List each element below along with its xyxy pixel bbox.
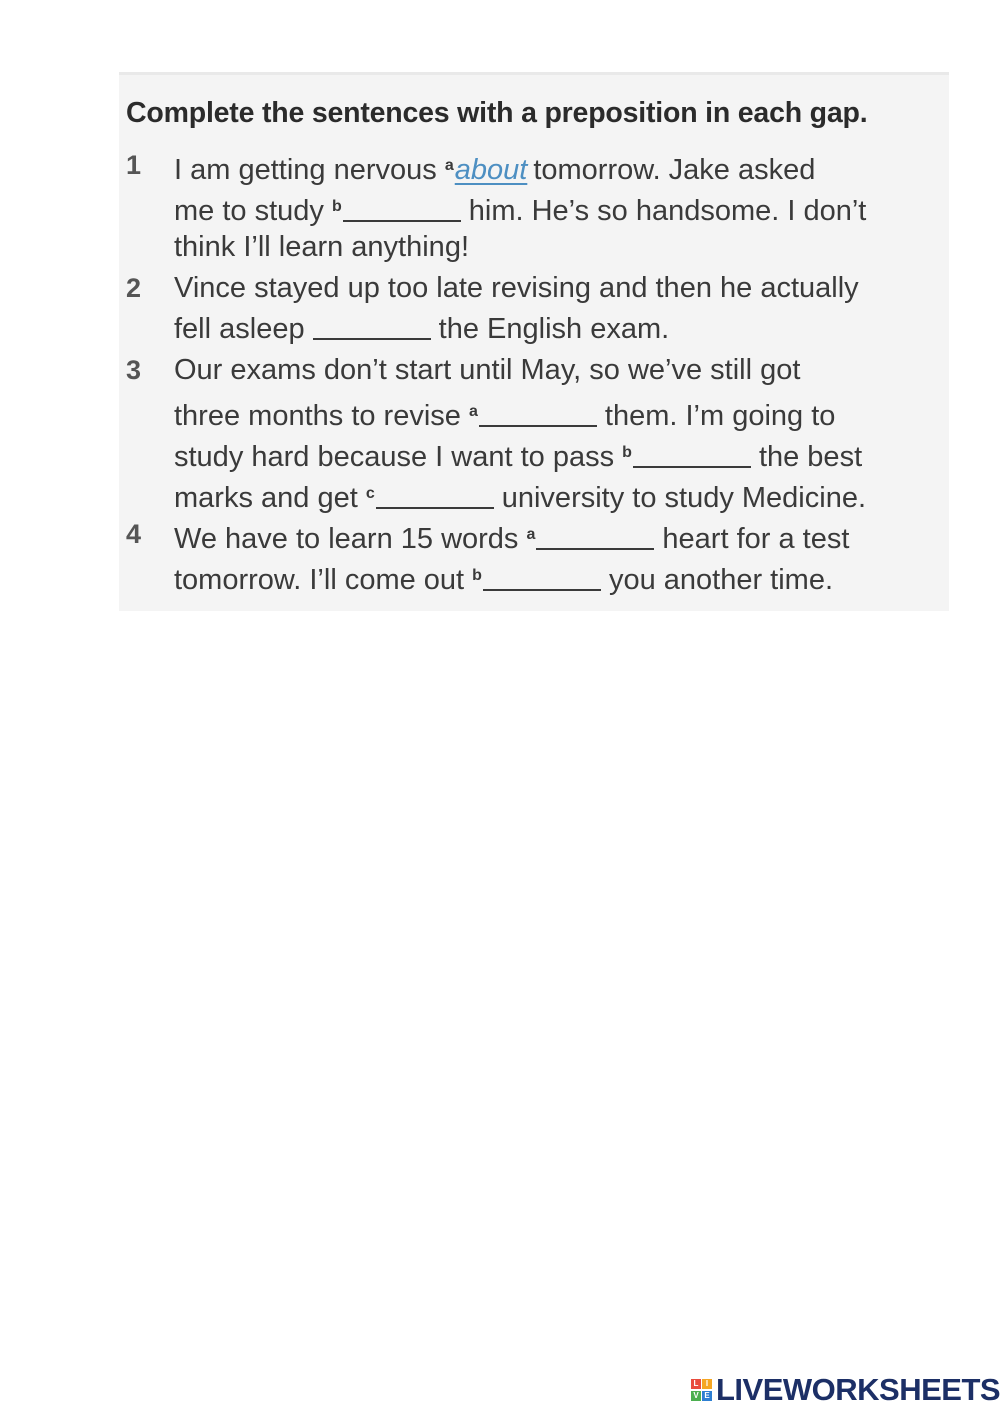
answer-gap[interactable] [313,311,431,340]
gap-letter: a [444,157,454,174]
gap-letter: c [365,485,375,502]
sentence-line [174,473,866,519]
answer-gap[interactable] [483,562,601,591]
sentence-text: university to study Medicine. [501,482,867,514]
logo-text: LIVEWORKSHEETS [716,1372,1000,1407]
logo-letter-v: V [691,1391,701,1401]
sentence-line [174,186,866,232]
sentence-text: fell asleep [174,313,313,345]
sentence-line [174,391,835,437]
sentence-line [174,145,815,191]
sentence-text: them. I’m going to [604,400,836,432]
sentence-text: Our exams don’t start until May, so we’ve still got [174,354,801,386]
exercise-box [119,72,949,611]
answer-gap[interactable] [343,193,461,222]
logo-letter-l: L [691,1379,701,1389]
sentence-line [174,514,849,560]
answer-gap[interactable] [536,521,654,550]
sentence-line [174,555,833,601]
answer-gap[interactable] [633,439,751,468]
item-number: 2 [126,273,142,303]
sentence-text: tomorrow. I’ll come out [174,564,473,596]
exercise-instruction: Complete the sentences with a preposition in each gap. [126,97,868,129]
gap-letter: b [622,444,632,461]
sentence-text: tomorrow. Jake asked [533,154,816,186]
logo-letter-e: E [702,1391,712,1401]
sentence-text: you another time. [608,564,834,596]
answer-gap[interactable] [479,398,597,427]
gap-letter: b [331,198,342,215]
item-number: 4 [126,519,142,549]
sentence-text: study hard because I want to pass [174,441,623,473]
sentence-text: We have to learn 15 words [174,523,527,555]
sentence-text: him. He’s so handsome. I don’t [468,195,867,227]
sentence-text: marks and get [174,482,366,514]
logo-letter-i: I [702,1379,712,1389]
item-number: 3 [126,355,142,385]
gap-letter: a [526,526,536,543]
sentence-text: three months to revise [174,400,469,432]
sentence-text: the best [758,441,863,473]
sentence-line [174,268,859,309]
sentence-line [174,350,800,391]
sentence-line [174,309,669,350]
live-grid-icon [691,1375,713,1405]
item-number: 1 [126,150,142,180]
sentence-text: heart for a test [662,523,850,555]
sentence-text: the English exam. [438,313,670,345]
sentence-text: me to study [174,195,332,227]
answer-gap[interactable] [376,480,494,509]
gap-letter: a [468,403,478,420]
liveworksheets-logo [691,1372,1000,1408]
filled-answer: about [454,154,528,186]
sentence-line [174,432,862,478]
gap-letter: b [472,567,482,584]
sentence-line [174,227,469,268]
sentence-text: I am getting nervous [174,154,445,186]
sentence-text: Vince stayed up too late revising and then he actually [174,272,859,304]
sentence-text: think I’ll learn anything! [174,231,469,263]
